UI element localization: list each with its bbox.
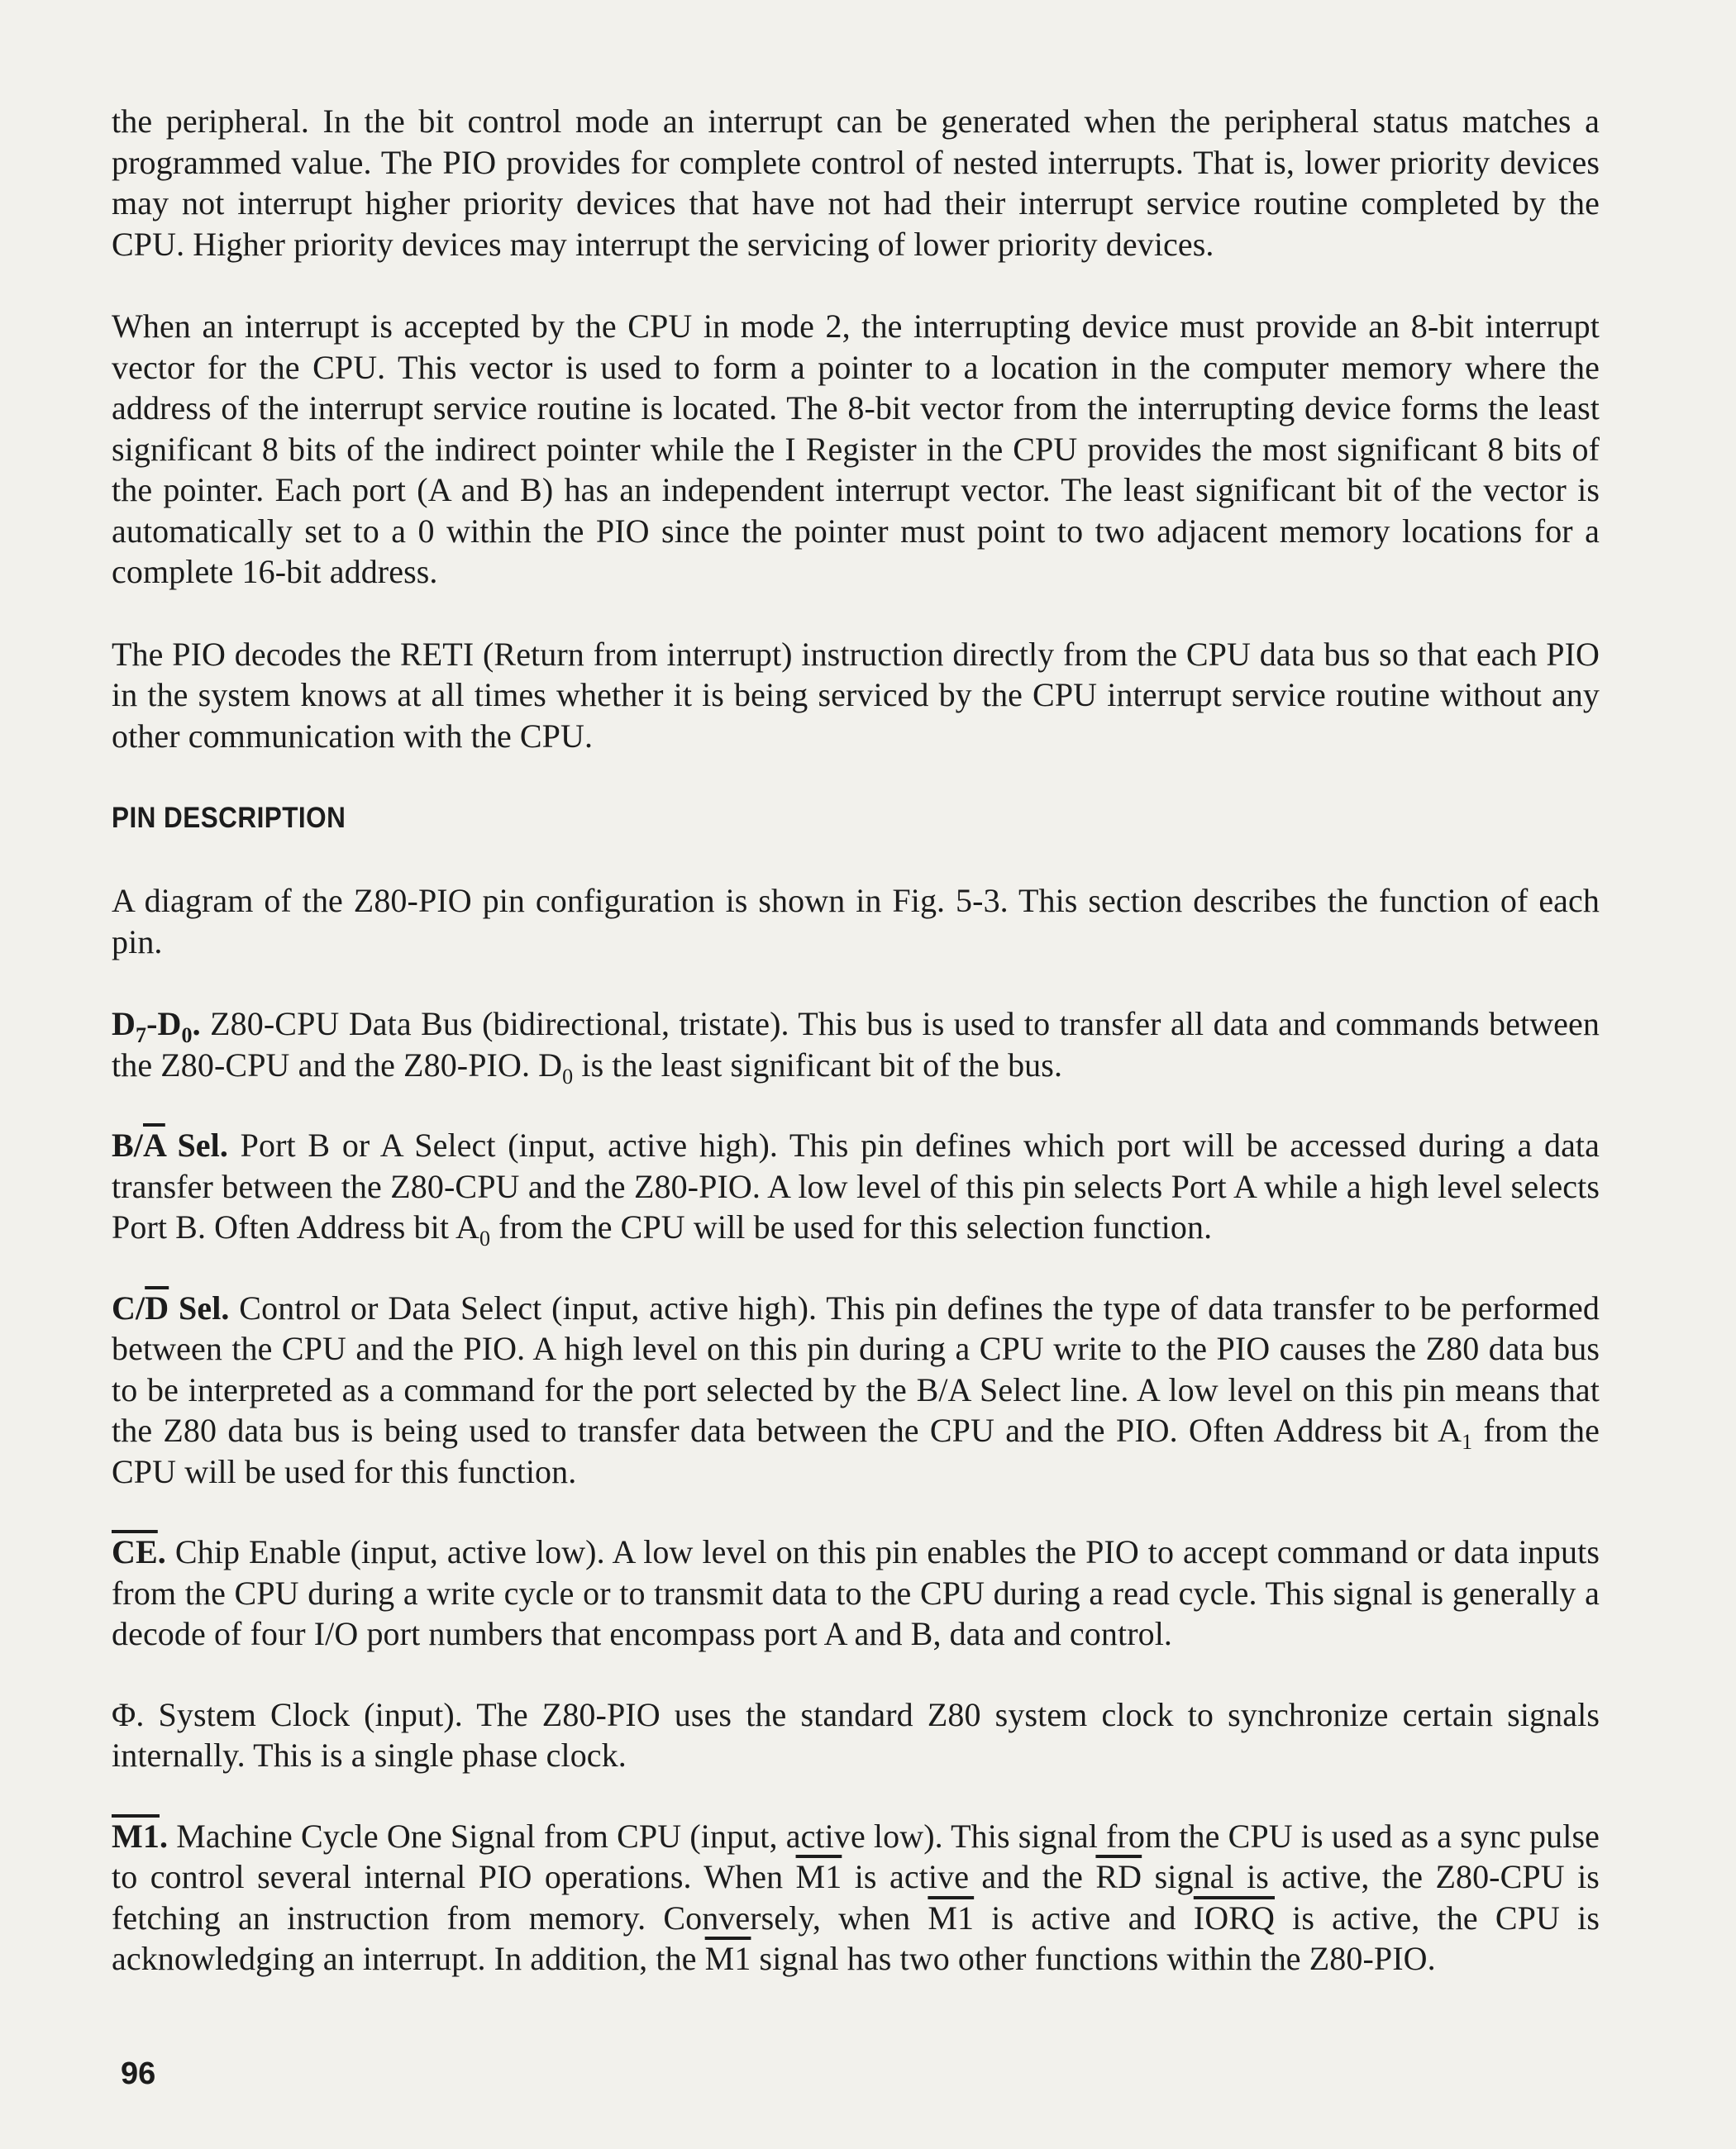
paragraph-interrupt-vector: When an interrupt is accepted by the CPU in mode 2, the interrupting device must provide an 8-bit interrupt vector for the CPU. This vector is used to form a pointer to a location in the computer memory where the address of the interrupt service routine is located. The 8-bit vector from the interrupting device forms the least significant 8 bits of the indirect pointer while the I Register in the CPU provides the most significant 8 bits of the pointer. Each port (A and B) has an independent interrupt vector. The least significant bit of the vector is automatically set to a 0 within the PIO since the pointer must point to two adjacent memory locations for a complete 16-bit address. bbox=[112, 307, 1600, 590]
signal-rd: $\overline{RD}$ bbox=[1095, 1858, 1142, 1895]
signal-m1: M1 bbox=[704, 1940, 751, 1977]
paragraph-nested-interrupts: the peripheral. In the bit control mode an interrupt can be generated when the peripheral status matches a programmed value. The PIO provides for complete control of nested interrupts. That is, lower priority devices may not interrupt higher priority devices that have not had their interrupt service routine completed by the CPU. Higher priority devices may interrupt the servicing of lower priority devices. bbox=[112, 102, 1600, 263]
paragraph-reti-decoding: The PIO decodes the RETI (Return from interrupt) instruction directly from the CPU data bus so that each PIO in the system knows at all times whether it is being serviced by the CPU interrupt service routine without any other communication with the CPU. bbox=[112, 635, 1600, 755]
pin-term-ba-select: $B/\overline{A}$ Sel. bbox=[112, 1127, 228, 1164]
pin-system-clock: Φ. System Clock (input). The Z80-PIO uses the standard Z80 system clock to synchronize certain signals internally. This is a single phase clock. bbox=[112, 1695, 1600, 1774]
section-heading: PIN DESCRIPTION bbox=[112, 802, 346, 834]
pin-data-bus: $D_7-D_0$. Z80-CPU Data Bus (bidirectional, tristate). This bus is used to transfer all data and commands between the Z80-CPU and the Z80-PIO. $D_0$ is the least significant bit of the bus. bbox=[112, 1005, 1600, 1089]
pin-machine-cycle-one: M1. Machine Cycle One Signal from CPU (input, active low). This signal from the CPU is used as a sync pulse to control several internal PIO operations. When M1 is active and the $\overline{RD}$ signal is active, the Z80-CPU is fetching an instruction from memory. Conversely, when M1 is active and IORQ is active, the CPU is acknowledging an interrupt. In addition, the M1 signal has two other functions within the Z80-PIO. bbox=[112, 1817, 1600, 1977]
pin-ba-select: $B/\overline{A}$ Sel. Port B or A Select (input, active high). This pin defines which port will be accessed during a data transfer between the Z80-CPU and the Z80-PIO. A low level of this pin selects Port A while a high level selects Port B. Often Address bit $A_0$ from the CPU will be used for this selection function. bbox=[112, 1127, 1600, 1251]
pin-chip-enable: $\overline{CE}$. Chip Enable (input, active low). A low level on this pin enables the PIO to accept command or data inputs from the CPU during a write cycle or to transmit data to the CPU during a read cycle. This signal is generally a decode of four I/O port numbers that encompass port A and B, data and control. bbox=[112, 1533, 1600, 1652]
pin-cd-select: $C/\overline{D}$ Sel. Control or Data Select (input, active high). This pin defines the type of data transfer to be performed between the CPU and the PIO. A high level on this pin during a CPU write to the PIO causes the Z80 data bus to be interpreted as a command for the port selected by the B/A Select line. A low level on this pin means that the Z80 data bus is being used to transfer data between the CPU and the PIO. Often Address bit $A_1$ from the CPU will be used for this function. bbox=[112, 1289, 1600, 1490]
pin-term-chip-enable: $\overline{CE}$. bbox=[112, 1533, 166, 1570]
paragraph-pin-intro: A diagram of the Z80-PIO pin configuration is shown in Fig. 5-3. This section describes the function of each pin. bbox=[112, 882, 1600, 960]
signal-m1: M1 bbox=[795, 1858, 842, 1895]
pin-term-cd-select: $C/\overline{D}$ Sel. bbox=[112, 1289, 230, 1327]
pin-term-data-bus: $D_7-D_0$. bbox=[112, 1005, 201, 1047]
signal-m1: M1 bbox=[928, 1899, 975, 1937]
pin-term-m1: M1. bbox=[112, 1817, 169, 1855]
page-body bbox=[112, 101, 1600, 1980]
page-number: 96 bbox=[121, 2056, 156, 2091]
pin-term-clock: Φ. bbox=[112, 1695, 145, 1733]
signal-iorq: IORQ bbox=[1193, 1899, 1275, 1937]
